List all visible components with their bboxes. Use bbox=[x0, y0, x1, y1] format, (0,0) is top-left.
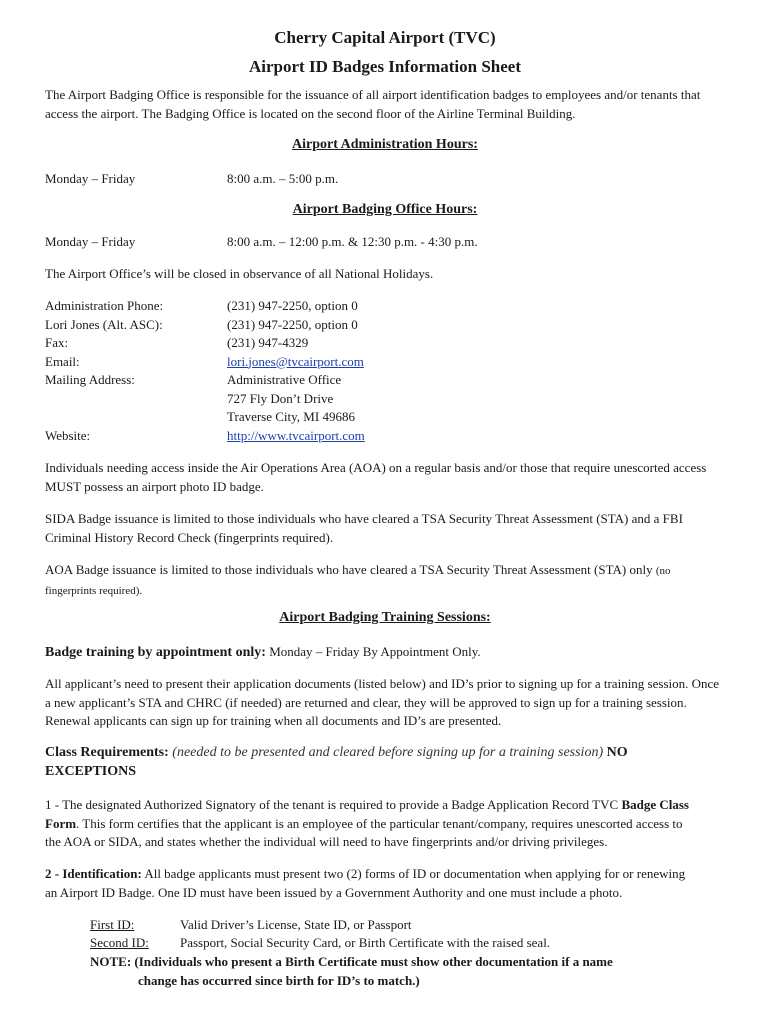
lori-label: Lori Jones (Alt. ASC): bbox=[45, 316, 163, 332]
first-id-value: Valid Driver’s License, State ID, or Passport bbox=[180, 917, 412, 932]
training-heading: Airport Badging Training Sessions: bbox=[279, 610, 491, 625]
aoa-badge-note-b: fingerprints required). bbox=[45, 584, 143, 597]
aoa-badge-paragraph bbox=[45, 561, 725, 600]
email-label: Email: bbox=[45, 353, 80, 369]
admin-phone-label: Administration Phone: bbox=[45, 298, 164, 313]
sida-badge-paragraph: SIDA Badge issuance is limited to those individuals who have cleared a TSA Security Threat Assessment (STA) and a FBI Criminal History Record Check (fingerprints required). bbox=[45, 511, 683, 545]
badging-hours-days: Monday – Friday bbox=[45, 234, 136, 249]
class-req-italic: (needed to be presented and cleared before signing up for a training session) bbox=[172, 745, 604, 760]
aoa-badge-note-a: (no bbox=[655, 565, 671, 577]
item-2-label: 2 - Identification: bbox=[45, 866, 142, 881]
mailing-line-2: 727 Fly Don’t Drive bbox=[227, 390, 334, 406]
email-link[interactable]: lori.jones@tvcairport.com bbox=[227, 353, 364, 369]
note-line-2: change has occurred since birth for ID’s to match.) bbox=[138, 973, 420, 988]
item-1-bold-b: Form bbox=[45, 815, 77, 831]
website-label: Website: bbox=[45, 428, 91, 443]
lori-phone-value: (231) 947-2250, option 0 bbox=[227, 316, 358, 332]
website-link[interactable]: http://www.tvcairport.com bbox=[227, 428, 365, 443]
admin-phone-value: (231) 947-2250, option 0 bbox=[227, 298, 358, 313]
admin-hours-time: 8:00 a.m. – 5:00 p.m. bbox=[227, 171, 339, 186]
second-id-value: Passport, Social Security Card, or Birth Certificate with the raised seal. bbox=[180, 935, 551, 950]
class-requirements bbox=[45, 744, 725, 781]
page-subtitle: Airport ID Badges Information Sheet bbox=[249, 57, 521, 76]
second-id-label: Second ID: bbox=[90, 935, 149, 950]
mailing-line-1: Administrative Office bbox=[227, 372, 342, 387]
item-1-text-a: 1 - The designated Authorized Signatory of the tenant is required to provide a Badge Application Record TVC bbox=[45, 797, 622, 812]
item-2 bbox=[45, 865, 725, 902]
fax-value: (231) 947-4329 bbox=[227, 335, 309, 350]
training-paragraph: All applicant’s need to present their application documents (listed below) and ID’s prior to signing up for a training session. Once a new applicant’s STA and CHRC (if needed) are returned and clear, they will be approved to sign up for a training session. Renewal applicants can sign up for training when all documents and ID’s are presented. bbox=[45, 676, 720, 728]
badging-hours-time: 8:00 a.m. – 12:00 p.m. & 12:30 p.m. - 4:30 p.m. bbox=[227, 234, 478, 249]
page-title: Cherry Capital Airport (TVC) bbox=[274, 28, 496, 47]
admin-hours-heading: Airport Administration Hours: bbox=[292, 137, 478, 152]
item-1 bbox=[45, 796, 725, 852]
badging-hours-heading: Airport Badging Office Hours: bbox=[292, 202, 478, 217]
appointment-label: Badge training by appointment only: bbox=[45, 645, 266, 660]
item-2-text-a: All badge applicants must present two (2) forms of ID or documentation when applying for or renewing bbox=[141, 866, 686, 881]
appointment-line bbox=[45, 643, 725, 663]
mailing-line-3: Traverse City, MI 49686 bbox=[227, 409, 355, 424]
class-req-label: Class Requirements: bbox=[45, 745, 169, 760]
fax-label: Fax: bbox=[45, 335, 69, 350]
mailing-label: Mailing Address: bbox=[45, 372, 135, 387]
note-line-1: NOTE: (Individuals who present a Birth Certificate must show other documentation if a name bbox=[90, 954, 613, 969]
aoa-access-paragraph: Individuals needing access inside the Air Operations Area (AOA) on a regular basis and/or those that require unescorted access MUST possess an airport photo ID badge. bbox=[45, 460, 707, 494]
intro-paragraph: The Airport Badging Office is responsible for the issuance of all airport identification badges to employees and/or tenants that access the airport. The Badging Office is located on the second floor of the Airline Terminal Building. bbox=[45, 87, 701, 121]
item-1-text-c: the AOA or SIDA, and states whether the individual will need to have fingerprints and/or driving privileges. bbox=[45, 834, 608, 849]
holiday-notice: The Airport Office’s will be closed in observance of all National Holidays. bbox=[45, 266, 434, 281]
admin-hours-days: Monday – Friday bbox=[45, 171, 136, 186]
item-2-text-b: an Airport ID Badge. One ID must have been issued by a Government Authority and one must include a photo. bbox=[45, 884, 623, 900]
class-req-exceptions: EXCEPTIONS bbox=[45, 763, 137, 779]
aoa-badge-text: AOA Badge issuance is limited to those individuals who have cleared a TSA Security Threat Assessment (STA) only bbox=[45, 562, 653, 577]
item-1-bold-a: Badge Class bbox=[621, 797, 689, 812]
appointment-text: Monday – Friday By Appointment Only. bbox=[265, 644, 481, 659]
item-1-text-b: . This form certifies that the applicant is an employee of the particular tenant/company, requires unescorted access to bbox=[76, 815, 683, 831]
class-req-no: NO bbox=[603, 745, 628, 760]
first-id-label: First ID: bbox=[90, 917, 135, 932]
